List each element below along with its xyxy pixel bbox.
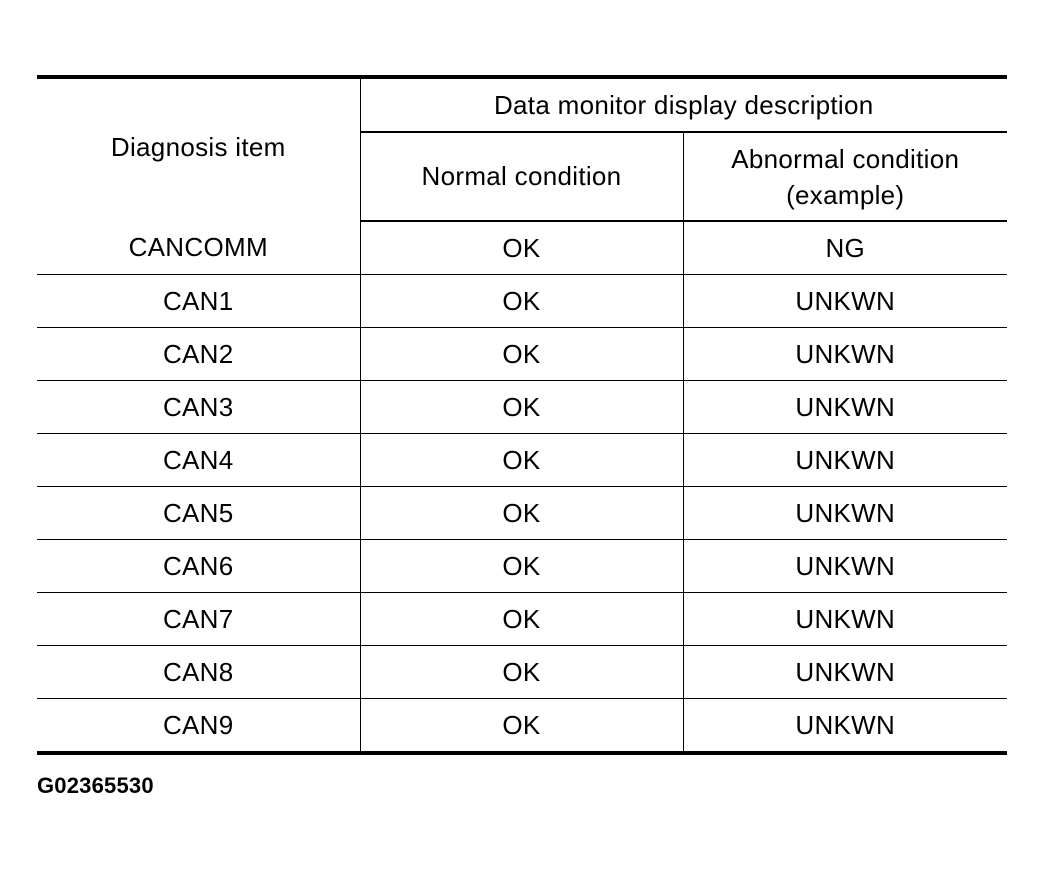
figure-id-label: G02365530 — [37, 773, 154, 798]
abnormal-condition-cell: UNKWN — [683, 646, 1007, 699]
abnormal-condition-cell: UNKWN — [683, 434, 1007, 487]
table-row — [37, 593, 1007, 646]
header-diagnosis-item: Diagnosis item — [37, 79, 360, 221]
table-row — [37, 381, 1007, 434]
normal-condition-cell: OK — [360, 434, 683, 487]
diagnosis-item-cell: CANCOMM — [37, 221, 360, 275]
header-data-monitor-display-description: Data monitor display description — [360, 79, 1007, 132]
normal-condition-cell: OK — [360, 646, 683, 699]
normal-condition-cell: OK — [360, 221, 683, 275]
diagnosis-item-cell: CAN1 — [37, 275, 360, 328]
diagnosis-table — [37, 79, 1007, 751]
table-row — [37, 646, 1007, 699]
abnormal-condition-cell: UNKWN — [683, 540, 1007, 593]
normal-condition-cell: OK — [360, 328, 683, 381]
normal-condition-cell: OK — [360, 593, 683, 646]
table-row — [37, 328, 1007, 381]
diagnosis-item-cell: CAN2 — [37, 328, 360, 381]
table-header — [37, 79, 1007, 221]
diagnosis-item-cell: CAN3 — [37, 381, 360, 434]
abnormal-condition-cell: UNKWN — [683, 275, 1007, 328]
diagnosis-item-cell: CAN5 — [37, 487, 360, 540]
table-row — [37, 221, 1007, 275]
diagnosis-item-cell: CAN7 — [37, 593, 360, 646]
diagnosis-item-cell: CAN8 — [37, 646, 360, 699]
normal-condition-cell: OK — [360, 699, 683, 752]
diagnosis-item-cell: CAN6 — [37, 540, 360, 593]
table-row — [37, 699, 1007, 752]
header-abnormal-condition — [683, 132, 1007, 221]
normal-condition-cell: OK — [360, 540, 683, 593]
table-row — [37, 540, 1007, 593]
normal-condition-cell: OK — [360, 275, 683, 328]
diagnosis-item-cell: CAN9 — [37, 699, 360, 752]
table-body — [37, 221, 1007, 751]
table-row — [37, 487, 1007, 540]
abnormal-condition-cell: UNKWN — [683, 593, 1007, 646]
header-normal-condition: Normal condition — [360, 132, 683, 221]
abnormal-condition-cell: UNKWN — [683, 328, 1007, 381]
normal-condition-cell: OK — [360, 487, 683, 540]
table-row — [37, 434, 1007, 487]
table-row — [37, 275, 1007, 328]
header-abnormal-line2: (example) — [786, 179, 905, 210]
abnormal-condition-cell: UNKWN — [683, 381, 1007, 434]
diagnosis-item-cell: CAN4 — [37, 434, 360, 487]
abnormal-condition-cell: UNKWN — [683, 699, 1007, 752]
abnormal-condition-cell: UNKWN — [683, 487, 1007, 540]
header-abnormal-line1: Abnormal condition — [731, 143, 960, 174]
normal-condition-cell: OK — [360, 381, 683, 434]
abnormal-condition-cell: NG — [825, 232, 866, 263]
diagnosis-table-frame — [37, 75, 1007, 755]
